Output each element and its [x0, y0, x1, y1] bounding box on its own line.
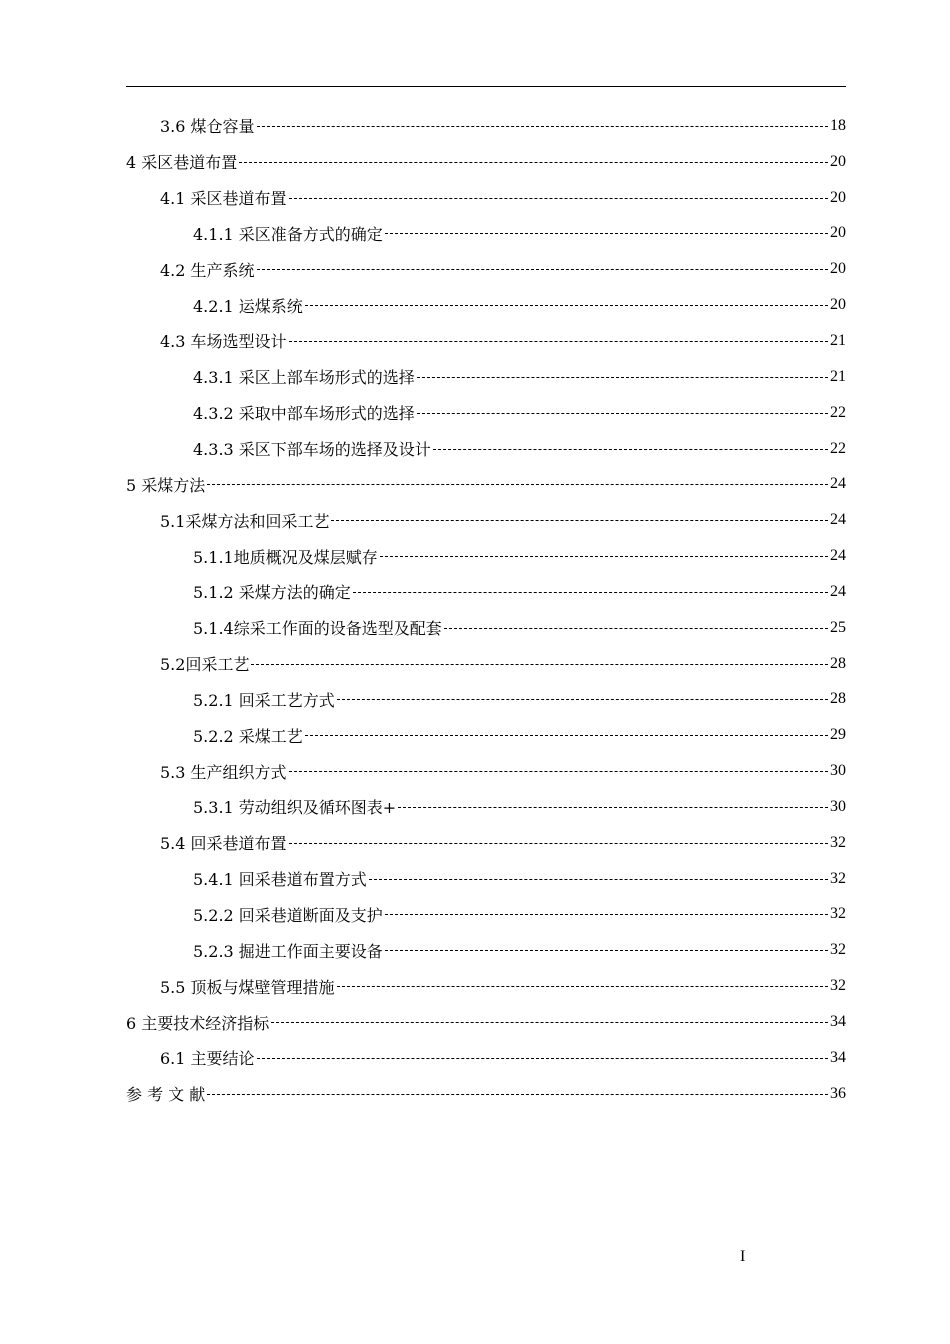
toc-leader-line — [331, 520, 828, 522]
toc-entry[interactable] — [126, 395, 846, 431]
toc-entry-page: 20 — [830, 188, 846, 206]
toc-entry-page: 24 — [830, 582, 846, 600]
toc-leader-line — [417, 377, 828, 379]
toc-entry-page: 29 — [830, 726, 846, 744]
toc-leader-line — [353, 592, 828, 594]
toc-entry[interactable] — [126, 144, 846, 180]
toc-entry-label: 4.2.1 运煤系统 — [193, 296, 303, 316]
toc-entry-label: 5.4.1 回采巷道布置方式 — [193, 870, 367, 890]
toc-leader-line — [444, 628, 828, 630]
toc-entry[interactable] — [126, 897, 846, 933]
toc-entry-label: 5.2回采工艺 — [160, 655, 250, 675]
toc-entry[interactable] — [126, 359, 846, 395]
toc-entry[interactable] — [126, 1040, 846, 1076]
toc-entry[interactable] — [126, 682, 846, 718]
toc-leader-line — [385, 233, 828, 235]
toc-entry-label: 4.3.3 采区下部车场的选择及设计 — [193, 440, 431, 460]
toc-entry-label: 5.3 生产组织方式 — [160, 762, 287, 782]
toc-entry-page: 24 — [830, 547, 846, 565]
toc-entry-label: 4.3.1 采区上部车场形式的选择 — [193, 368, 415, 388]
toc-entry-page: 32 — [830, 869, 846, 887]
toc-entry-label: 5.1.1地质概况及煤层赋存 — [193, 547, 378, 567]
toc-entry[interactable] — [126, 968, 846, 1004]
toc-entry[interactable] — [126, 646, 846, 682]
toc-leader-line — [257, 269, 828, 271]
toc-entry-label: 5 采煤方法 — [126, 475, 206, 495]
toc-entry-label: 4.1.1 采区准备方式的确定 — [193, 224, 383, 244]
toc-leader-line — [417, 413, 828, 415]
toc-entry-page: 21 — [830, 367, 846, 385]
toc-leader-line — [257, 1058, 828, 1060]
toc-entry-page: 21 — [830, 331, 846, 349]
toc-entry-label: 5.2.2 采煤工艺 — [193, 726, 303, 746]
toc-entry-label: 5.4 回采巷道布置 — [160, 834, 287, 854]
toc-entry-page: 34 — [830, 1013, 846, 1031]
toc-entry-label: 4 采区巷道布置 — [126, 153, 238, 173]
toc-leader-line — [207, 484, 828, 486]
toc-leader-line — [289, 771, 828, 773]
toc-entry-label: 3.6 煤仓容量 — [160, 117, 255, 137]
toc-leader-line — [385, 914, 828, 916]
toc-leader-line — [289, 341, 828, 343]
toc-entry-page: 28 — [830, 654, 846, 672]
toc-entry-label: 5.1.4综采工作面的设备选型及配套 — [193, 619, 442, 639]
header-rule — [126, 86, 846, 87]
toc-leader-line — [305, 735, 828, 737]
toc-entry-label: 6 主要技术经济指标 — [126, 1013, 270, 1033]
toc-entry-label: 5.3.1 劳动组织及循环图表+ — [193, 798, 397, 818]
toc-entry[interactable] — [126, 861, 846, 897]
toc-leader-line — [337, 986, 828, 988]
toc-entry-label: 5.2.2 回采巷道断面及支护 — [193, 905, 383, 925]
toc-entry-label: 6.1 主要结论 — [160, 1049, 255, 1069]
toc-entry[interactable] — [126, 180, 846, 216]
toc-entry[interactable] — [126, 323, 846, 359]
toc-entry-page: 30 — [830, 762, 846, 780]
toc-entry-label: 4.3 车场选型设计 — [160, 332, 287, 352]
toc-entry[interactable] — [126, 717, 846, 753]
toc-entry-label: 5.1采煤方法和回采工艺 — [160, 511, 330, 531]
toc-leader-line — [398, 807, 828, 809]
toc-entry-page: 20 — [830, 224, 846, 242]
toc-entry-page: 24 — [830, 511, 846, 529]
toc-entry[interactable] — [126, 574, 846, 610]
toc-entry-page: 20 — [830, 152, 846, 170]
toc-entry[interactable] — [126, 108, 846, 144]
toc-leader-line — [271, 1022, 828, 1024]
toc-entry-label: 5.1.2 采煤方法的确定 — [193, 583, 351, 603]
toc-entry-page: 32 — [830, 977, 846, 995]
page-number: I — [740, 1248, 746, 1265]
toc-entry-page: 32 — [830, 905, 846, 923]
toc-entry-label: 4.3.2 采取中部车场形式的选择 — [193, 404, 415, 424]
toc-entry-page: 20 — [830, 260, 846, 278]
toc-entry-page: 30 — [830, 797, 846, 815]
toc-entry[interactable] — [126, 287, 846, 323]
toc-entry-label: 4.2 生产系统 — [160, 260, 255, 280]
toc-leader-line — [251, 664, 828, 666]
toc-leader-line — [433, 449, 828, 451]
toc-entry[interactable] — [126, 502, 846, 538]
toc-entry[interactable] — [126, 538, 846, 574]
toc-leader-line — [239, 162, 828, 164]
toc-leader-line — [337, 699, 828, 701]
toc-entry-label: 5.2.3 掘进工作面主要设备 — [193, 941, 383, 961]
toc-entry-page: 32 — [830, 833, 846, 851]
toc-entry-page: 34 — [830, 1048, 846, 1066]
toc-entry[interactable] — [126, 466, 846, 502]
toc-entry[interactable] — [126, 431, 846, 467]
toc-leader-line — [305, 305, 828, 307]
toc-entry-label: 5.5 顶板与煤壁管理措施 — [160, 977, 335, 997]
toc-leader-line — [380, 556, 828, 558]
toc-entry-label: 参 考 文 献 — [126, 1085, 206, 1105]
toc-entry[interactable] — [126, 216, 846, 252]
toc-entry-page: 25 — [830, 618, 846, 636]
toc-entry-page: 28 — [830, 690, 846, 708]
toc-leader-line — [385, 950, 828, 952]
toc-entry[interactable] — [126, 753, 846, 789]
toc-leader-line — [257, 126, 828, 128]
toc-leader-line — [369, 879, 828, 881]
toc-entry-page: 22 — [830, 403, 846, 421]
toc-entry-page: 36 — [830, 1084, 846, 1102]
toc-entry-label: 5.2.1 回采工艺方式 — [193, 690, 335, 710]
table-of-contents — [126, 108, 846, 1112]
toc-leader-line — [289, 198, 828, 200]
toc-entry[interactable] — [126, 1076, 846, 1112]
toc-entry[interactable] — [126, 1004, 846, 1040]
toc-leader-line — [207, 1094, 828, 1096]
toc-entry-page: 18 — [830, 116, 846, 134]
toc-entry[interactable] — [126, 251, 846, 287]
toc-leader-line — [289, 843, 828, 845]
toc-entry[interactable] — [126, 610, 846, 646]
toc-entry-page: 32 — [830, 941, 846, 959]
toc-entry-page: 24 — [830, 475, 846, 493]
toc-entry[interactable] — [126, 825, 846, 861]
toc-entry-page: 22 — [830, 439, 846, 457]
toc-entry[interactable] — [126, 789, 846, 825]
toc-entry-page: 20 — [830, 296, 846, 314]
toc-entry[interactable] — [126, 932, 846, 968]
toc-entry-label: 4.1 采区巷道布置 — [160, 189, 287, 209]
